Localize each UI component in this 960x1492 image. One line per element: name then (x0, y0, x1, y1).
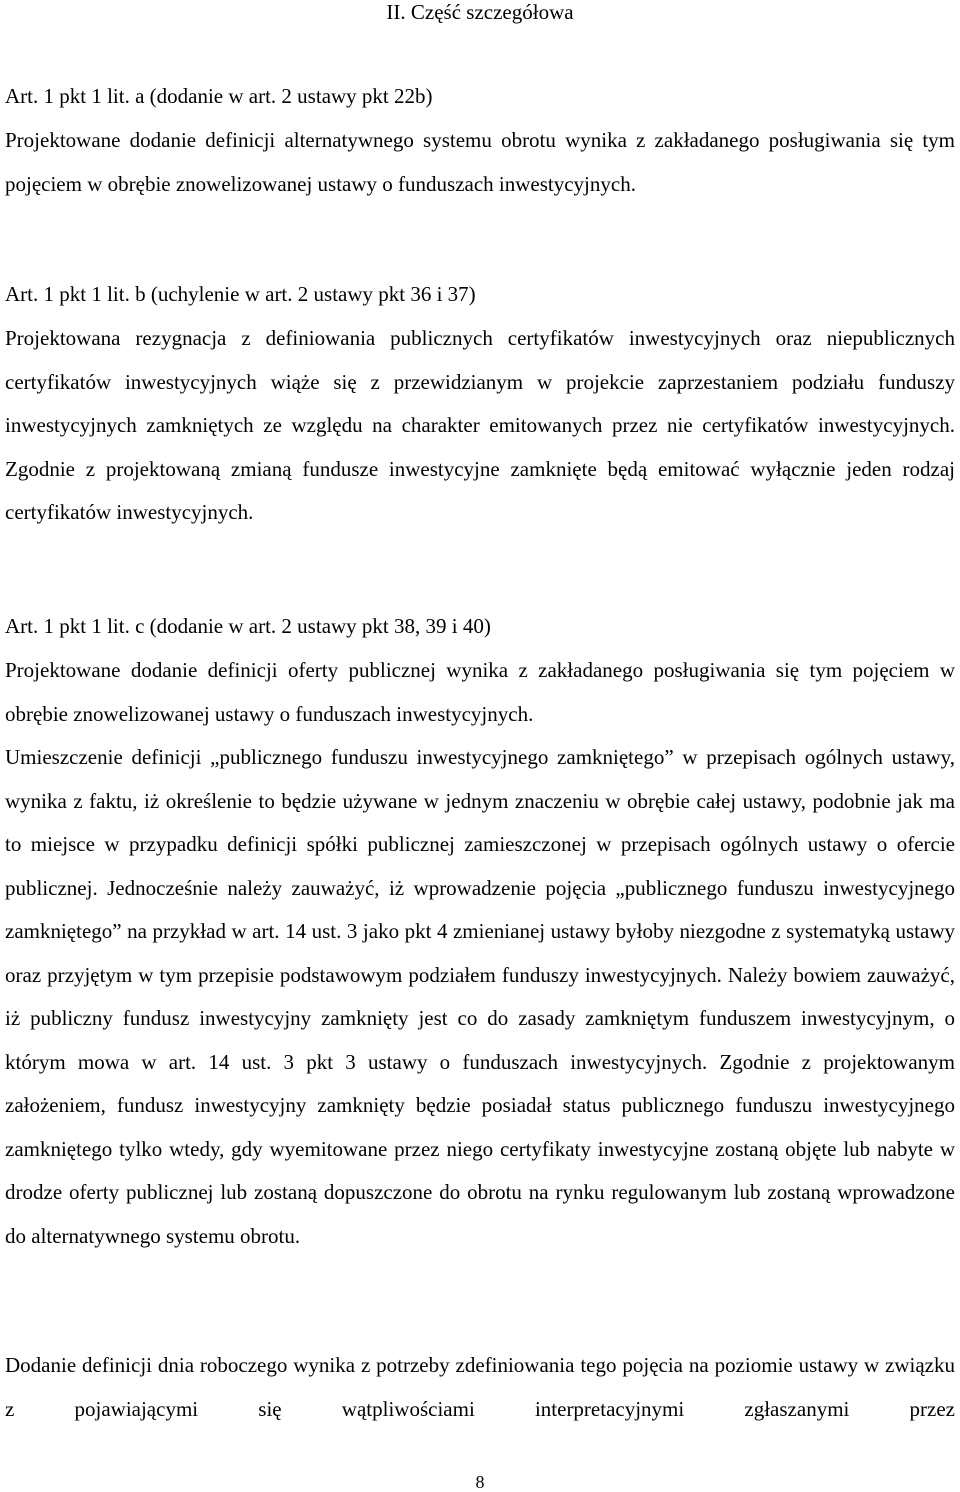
paragraph-c-3: Dodanie definicji dnia roboczego wynika z potrzeby zdefiniowania tego pojęcia na poziomie ustawy w związku z pojawiającymi się wątpliwościami interpretacyjnymi zgłaszanymi przez (5, 1353, 955, 1421)
article-heading-b: Art. 1 pkt 1 lit. b (uchylenie w art. 2 ustawy pkt 36 i 37) (5, 282, 476, 306)
paragraph-c-1: Projektowane dodanie definicji oferty publicznej wynika z zakładanego posługiwania się tym pojęciem w obrębie znowelizowanej ustawy o funduszach inwestycyjnych. (5, 658, 955, 726)
page-number: 8 (475, 1472, 485, 1492)
paragraph-b: Projektowana rezygnacja z definiowania publicznych certyfikatów inwestycyjnych oraz niepublicznych certyfikatów inwestycyjnych wiąże się z przewidzianym w projekcie zaprzestaniem podziału funduszy inwestycyjnych zamkniętych ze względu na charakter emitowanych przez nie certyfikatów inwestycyjnych. Zgodnie z projektowaną zmianą fundusze inwestycyjne zamknięte będą emitować wyłącznie jeden rodzaj certyfikatów inwestycyjnych. (5, 326, 955, 524)
article-heading-c: Art. 1 pkt 1 lit. c (dodanie w art. 2 ustawy pkt 38, 39 i 40) (5, 614, 491, 638)
section-title: II. Część szczegółowa (386, 0, 574, 24)
paragraph-a: Projektowane dodanie definicji alternatywnego systemu obrotu wynika z zakładanego posługiwania się tym pojęciem w obrębie znowelizowanej ustawy o funduszach inwestycyjnych. (5, 128, 955, 196)
article-heading-a: Art. 1 pkt 1 lit. a (dodanie w art. 2 ustawy pkt 22b) (5, 84, 433, 108)
paragraph-c-2: Umieszczenie definicji „publicznego funduszu inwestycyjnego zamkniętego” w przepisach ogólnych ustawy, wynika z faktu, iż określenie to będzie używane w jednym znaczeniu w obrębie całej ustawy, podobnie jak ma to miejsce w przypadku definicji spółki publicznej zamieszczonej w przepisach ogólnych ustawy o ofercie publicznej. Jednocześnie należy zauważyć, iż wprowadzenie pojęcia „publicznego funduszu inwestycyjnego zamkniętego” na przykład w art. 14 ust. 3 jako pkt 4 zmienianej ustawy byłoby niezgodne z systematyką ustawy oraz przyjętym w tym przepisie podstawowym podziałem funduszy inwestycyjnych. Należy bowiem zauważyć, iż publiczny fundusz inwestycyjny zamknięty jest co do zasady zamkniętym funduszem inwestycyjnym, o którym mowa w art. 14 ust. 3 pkt 3 ustawy o funduszach inwestycyjnych. Zgodnie z projektowanym założeniem, fundusz inwestycyjny zamknięty będzie posiadał status publicznego funduszu inwestycyjnego zamkniętego tylko wtedy, gdy wyemitowane przez niego certyfikaty inwestycyjne zostaną objęte lub nabyte w drodze oferty publicznej lub zostaną dopuszczone do obrotu na rynku regulowanym lub zostaną wprowadzone do alternatywnego systemu obrotu. (5, 745, 955, 1248)
